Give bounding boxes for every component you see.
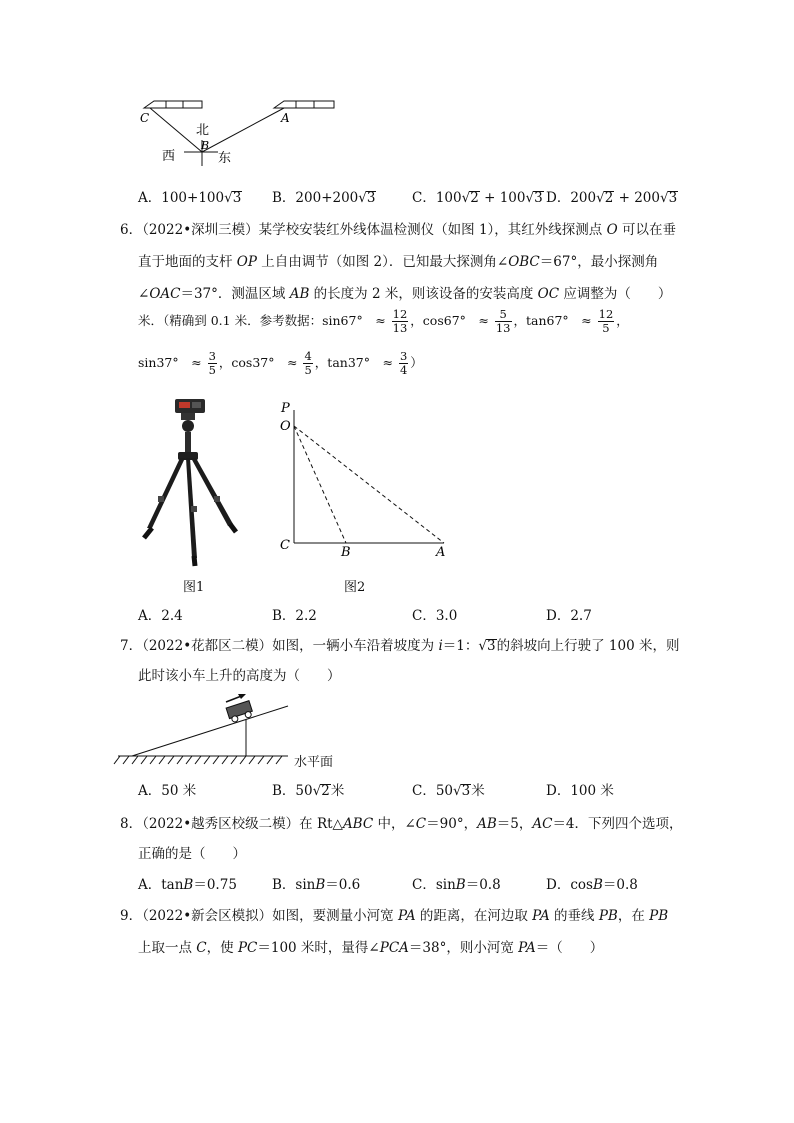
text: ＝67°，最小探测角 xyxy=(539,254,659,270)
numerator: 5 xyxy=(495,308,512,322)
tripod-foot-left xyxy=(144,528,152,538)
text: C．sin xyxy=(412,877,456,893)
radicand: 3 xyxy=(232,190,242,206)
option-text: 100 xyxy=(435,190,462,206)
radicand: 2 xyxy=(470,190,479,206)
text: 直于地面的支杆 xyxy=(138,254,237,270)
radicand: 2 xyxy=(604,190,614,206)
q5-label-west: 西 xyxy=(162,149,176,164)
text: A．tan xyxy=(138,877,184,893)
sqrt-sign: √ xyxy=(461,190,471,206)
option-text: 200+200 xyxy=(295,190,359,206)
question-number: 6． xyxy=(120,222,143,238)
text: ，cos67° ≈ xyxy=(410,313,489,328)
text: 可以在垂 xyxy=(617,222,676,238)
text: 的垂线 xyxy=(549,908,599,924)
text: 应调整为（ ） xyxy=(559,286,672,302)
text: ＝（ ） xyxy=(535,940,604,956)
q5-option-c xyxy=(412,186,544,206)
text: 的长度为 2 米，则该设备的安装高度 xyxy=(309,286,538,302)
q5-label-A: A xyxy=(281,111,290,125)
sqrt-sign: √ xyxy=(224,190,233,206)
text: 在 Rt△ xyxy=(299,816,343,832)
q7-line-1 xyxy=(120,634,679,654)
var: AB xyxy=(477,816,497,832)
sqrt-sign: √ xyxy=(358,190,367,206)
tripod-leg-right xyxy=(191,458,233,526)
q5-label-C: C xyxy=(140,111,150,125)
text: 的斜坡向上行驶了 100 米，则 xyxy=(496,638,680,654)
option-text: + 100 xyxy=(479,190,526,206)
question-number: 7． xyxy=(120,638,143,654)
var: B xyxy=(592,877,603,893)
fig2-label-B: B xyxy=(341,545,351,560)
q6-option-c: C．3.0 xyxy=(412,608,458,624)
text: ，tan37° ≈ xyxy=(314,355,393,370)
q8-option-a xyxy=(138,873,237,893)
q7-ground-label: 水平面 xyxy=(294,755,334,770)
ground-hatching xyxy=(114,756,282,764)
q8-option-c xyxy=(412,873,501,893)
text: 米 xyxy=(330,783,345,799)
var: O xyxy=(606,222,618,238)
text: ＝1： xyxy=(442,638,479,654)
sqrt-sign: √ xyxy=(453,783,462,799)
q9-line-1 xyxy=(120,904,668,924)
fig2-label-A: A xyxy=(436,545,446,560)
tripod-head xyxy=(181,413,195,420)
fig2-label-O: O xyxy=(280,419,291,434)
text: C．50 xyxy=(412,783,454,799)
var: OBC xyxy=(508,254,540,270)
option-letter: A． xyxy=(138,190,162,206)
denominator: 5 xyxy=(602,321,610,335)
q6-line-4 xyxy=(138,308,629,335)
text: 如图，一辆小车沿着坡度为 xyxy=(272,638,439,654)
q5-option-b xyxy=(272,186,376,206)
var: OAC xyxy=(149,286,181,302)
q5-right-shore-bar xyxy=(274,101,334,108)
text: B．sin xyxy=(272,877,316,893)
text: 上自由调节（如图 2）．已知最大探测角∠ xyxy=(256,254,509,270)
detector-display xyxy=(179,402,190,408)
q8-option-b xyxy=(272,873,360,893)
fig2-label-P: P xyxy=(281,401,290,416)
var: C xyxy=(415,816,427,832)
fraction xyxy=(392,308,409,335)
var: AB xyxy=(289,286,310,302)
fraction xyxy=(208,350,217,377)
var: OC xyxy=(537,286,560,302)
question-source: （2022•新会区模拟） xyxy=(142,908,273,924)
q5-label-north: 北 xyxy=(196,123,210,138)
var: PB xyxy=(598,908,618,924)
var: PC xyxy=(237,940,258,956)
numerator: 3 xyxy=(208,349,216,363)
text: 中，∠ xyxy=(373,816,416,832)
q5-left-shore-bar xyxy=(144,101,202,108)
text: ，使 xyxy=(206,940,238,956)
text: ＝38°，则小河宽 xyxy=(408,940,519,956)
numerator: 4 xyxy=(304,349,312,363)
tripod-leg-left xyxy=(147,458,185,528)
var: PA xyxy=(397,908,416,924)
var: PA xyxy=(518,940,536,956)
q6-line-3 xyxy=(138,282,671,302)
denominator: 13 xyxy=(392,321,408,335)
var: B xyxy=(315,877,326,893)
text: D．cos xyxy=(546,877,593,893)
var: PCA xyxy=(379,940,409,956)
option-text: + 200 xyxy=(614,190,660,206)
text: ＝37°．测温区域 xyxy=(180,286,290,302)
q6-option-b: B．2.2 xyxy=(272,608,317,624)
question-number: 8． xyxy=(120,816,143,832)
question-source: （2022•深圳三模） xyxy=(142,222,259,238)
slope-line xyxy=(132,706,288,756)
dashed-OA xyxy=(294,426,444,543)
text: ＝100 米时，量得∠ xyxy=(257,940,380,956)
text: ＝0.6 xyxy=(325,877,361,893)
leg-clamp xyxy=(214,496,220,502)
q5-option-d xyxy=(546,186,678,206)
denominator: 5 xyxy=(208,363,216,377)
radicand: 3 xyxy=(366,190,376,206)
sqrt-sign: √ xyxy=(659,190,669,206)
q8-option-d xyxy=(546,873,638,893)
q9-line-2 xyxy=(138,936,603,956)
q7-option-b xyxy=(272,779,344,799)
text: ＝0.75 xyxy=(193,877,237,893)
q6-option-a: A．2.4 xyxy=(138,608,183,624)
text: 的距离，在河边取 xyxy=(415,908,533,924)
denominator: 5 xyxy=(304,363,312,377)
q6-line-1 xyxy=(120,218,676,238)
var: AC xyxy=(532,816,553,832)
q6-figure-2 xyxy=(274,398,464,564)
q8-line-2: 正确的是（ ） xyxy=(138,846,246,862)
option-letter: C． xyxy=(412,190,436,206)
q5-option-a xyxy=(138,186,242,206)
option-text: 200 xyxy=(570,190,597,206)
tripod-foot-right xyxy=(230,524,236,532)
tripod-column xyxy=(185,432,191,454)
q6-fig2-caption: 图2 xyxy=(344,580,366,595)
q5-direction-figure xyxy=(138,94,370,166)
text: ） xyxy=(410,355,423,370)
text: ，tan67° ≈ xyxy=(513,313,592,328)
radicand: 3 xyxy=(534,190,543,206)
q6-line-5 xyxy=(138,350,423,377)
option-text: 100+100 xyxy=(161,190,225,206)
question-number: 9． xyxy=(120,908,143,924)
q7-line-2: 此时该小车上升的高度为（ ） xyxy=(138,668,341,684)
q8-line-1 xyxy=(120,812,683,832)
denominator: 4 xyxy=(399,363,408,377)
text: 某学校安装红外线体温检测仪（如图 1），其红外线探测点 xyxy=(258,222,607,238)
fraction xyxy=(598,308,615,335)
sqrt-sign: √ xyxy=(312,783,322,799)
text: ，cos37° ≈ xyxy=(218,355,298,370)
option-letter: B． xyxy=(272,190,296,206)
var: OP xyxy=(236,254,257,270)
text: ＝0.8 xyxy=(465,877,501,893)
detector-panel xyxy=(192,402,201,408)
text: 上取一点 xyxy=(138,940,197,956)
text: ，在 xyxy=(617,908,650,924)
text: ∠ xyxy=(138,286,150,302)
leg-clamp xyxy=(158,496,164,502)
fraction xyxy=(303,350,312,377)
q6-fig1-caption: 图1 xyxy=(183,580,205,595)
q7-option-a: A．50 米 xyxy=(138,783,197,799)
question-source: （2022•越秀区校级二模） xyxy=(142,816,300,832)
tripod-ball-head xyxy=(182,420,194,432)
var: ABC xyxy=(342,816,374,832)
q7-option-d: D．100 米 xyxy=(546,783,614,799)
var: i xyxy=(438,638,443,654)
dashed-OB xyxy=(294,426,346,543)
var: B xyxy=(455,877,466,893)
sqrt-sign: √ xyxy=(525,190,535,206)
fraction xyxy=(399,350,408,377)
car xyxy=(226,701,254,724)
var: B xyxy=(183,877,194,893)
numerator: 3 xyxy=(399,349,408,363)
radicand: 3 xyxy=(668,190,678,206)
q5-line-AB xyxy=(202,108,284,152)
denominator: 13 xyxy=(495,321,511,335)
var: PB xyxy=(649,908,669,924)
text: ＝5， xyxy=(496,816,533,832)
var: PA xyxy=(532,908,550,924)
q5-label-east: 东 xyxy=(218,151,232,166)
q6-tripod-image xyxy=(140,396,240,568)
fraction xyxy=(495,308,512,335)
question-source: （2022•花都区二模） xyxy=(142,638,273,654)
text: ＝90°， xyxy=(426,816,478,832)
option-letter: D． xyxy=(546,190,571,206)
sqrt-sign: √ xyxy=(478,638,487,654)
leg-clamp xyxy=(191,506,197,512)
q6-line-2 xyxy=(138,250,658,270)
text: 米．（精确到 0.1 米．参考数据：sin67° ≈ xyxy=(138,313,386,328)
text: B．50 xyxy=(272,783,313,799)
q6-option-d: D．2.7 xyxy=(546,608,592,624)
text: 如图，要测量小河宽 xyxy=(272,908,398,924)
var: C xyxy=(196,940,207,956)
text: ， xyxy=(616,313,629,328)
radicand: 3 xyxy=(487,638,496,654)
radicand: 3 xyxy=(461,783,471,799)
text: sin37° ≈ xyxy=(138,355,202,370)
text: 米 xyxy=(471,783,485,799)
tripod-foot-center xyxy=(194,556,195,566)
numerator: 12 xyxy=(598,307,614,321)
numerator: 12 xyxy=(392,307,408,321)
q5-label-B: B xyxy=(201,139,210,152)
radicand: 2 xyxy=(321,783,330,799)
text: ＝4．下列四个选项， xyxy=(552,816,683,832)
q5-line-CB xyxy=(150,108,202,152)
fig2-label-C: C xyxy=(280,538,290,553)
text: ＝0.8 xyxy=(602,877,638,893)
sqrt-sign: √ xyxy=(596,190,605,206)
q7-option-c xyxy=(412,779,485,799)
